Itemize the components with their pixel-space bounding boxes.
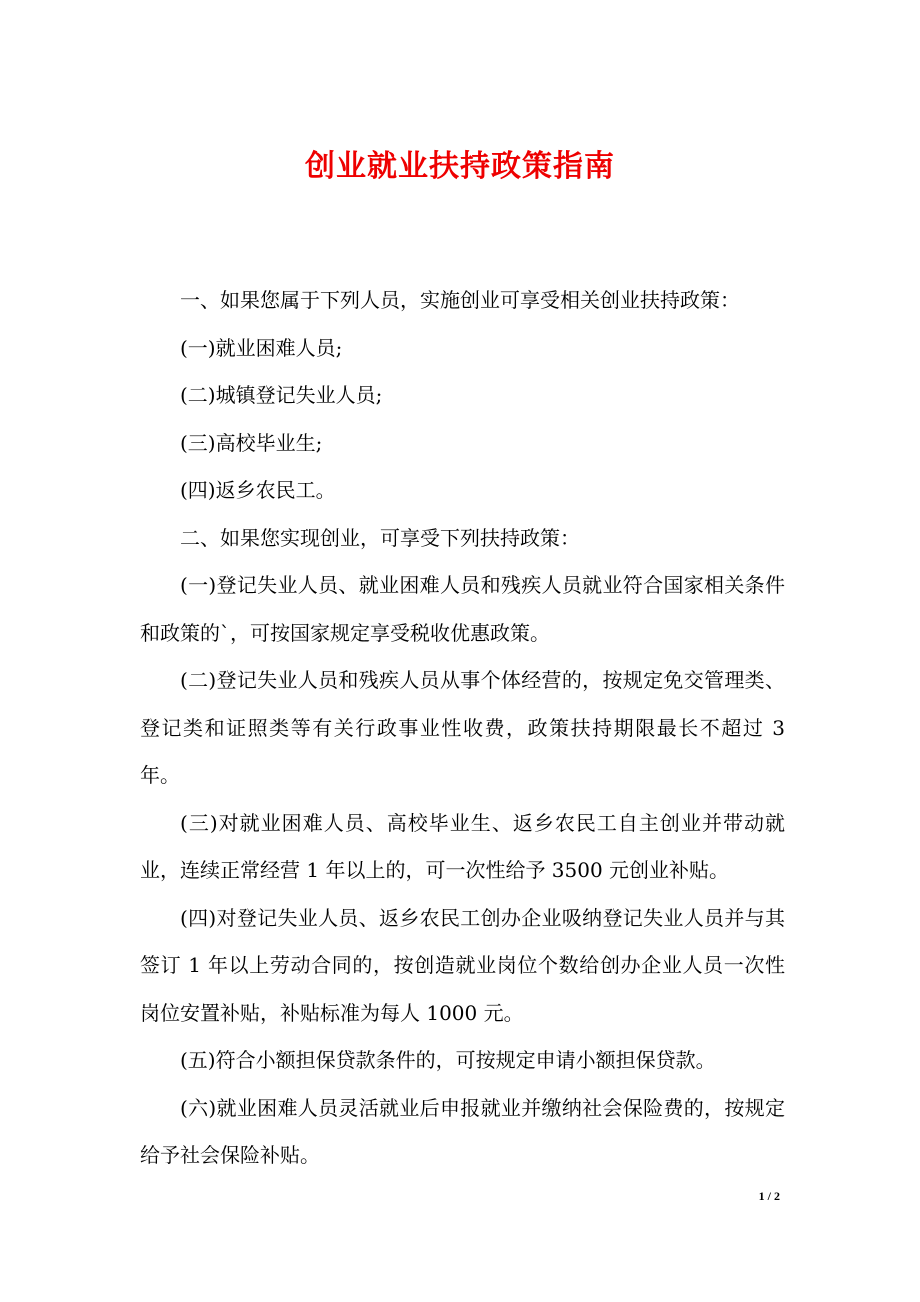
- paragraph-eligible-3: (三)高校毕业生;: [180, 430, 323, 455]
- paragraph-policy-5: (五)符合小额担保贷款条件的，可按规定申请小额担保贷款。: [180, 1048, 716, 1072]
- page-title: 创业就业扶持政策指南: [305, 149, 615, 184]
- paragraph-eligible-2: (二)城镇登记失业人员;: [180, 383, 383, 407]
- paragraph-policy-4: (四)对登记失业人员、返乡农民工创办企业吸纳登记失业人员并与其签订 1 年以上劳动合同的，按创造就业岗位个数给创办企业人员一次性岗位安置补贴，补贴标准为每人 1000 元。: [140, 905, 785, 1025]
- paragraph-section-2-heading: 二、如果您实现创业，可享受下列扶持政策：: [180, 525, 580, 550]
- page-number: 1 / 2: [758, 1189, 780, 1203]
- paragraph-policy-1: (一)登记失业人员、就业困难人员和残疾人员就业符合国家相关条件和政策的`，可按国家规定享受税收优惠政策。: [140, 573, 785, 645]
- paragraph-eligible-4: (四)返乡农民工。: [180, 478, 336, 502]
- paragraph-policy-6: (六)就业困难人员灵活就业后申报就业并缴纳社会保险费的，按规定给予社会保险补贴。: [140, 1095, 785, 1167]
- document-body: [140, 277, 785, 1180]
- paragraph-section-1-heading: 一、如果您属于下列人员，实施创业可享受相关创业扶持政策：: [180, 288, 740, 312]
- paragraph-policy-2: (二)登记失业人员和残疾人员从事个体经营的，按规定免交管理类、登记类和证照类等有关行政事业性收费，政策扶持期限最长不超过 3 年。: [140, 668, 785, 787]
- paragraph-eligible-1: (一)就业困难人员;: [180, 335, 343, 360]
- paragraph-policy-3: (三)对就业困难人员、高校毕业生、返乡农民工自主创业并带动就业，连续正常经营 1 年以上的，可一次性给予 3500 元创业补贴。: [140, 810, 785, 882]
